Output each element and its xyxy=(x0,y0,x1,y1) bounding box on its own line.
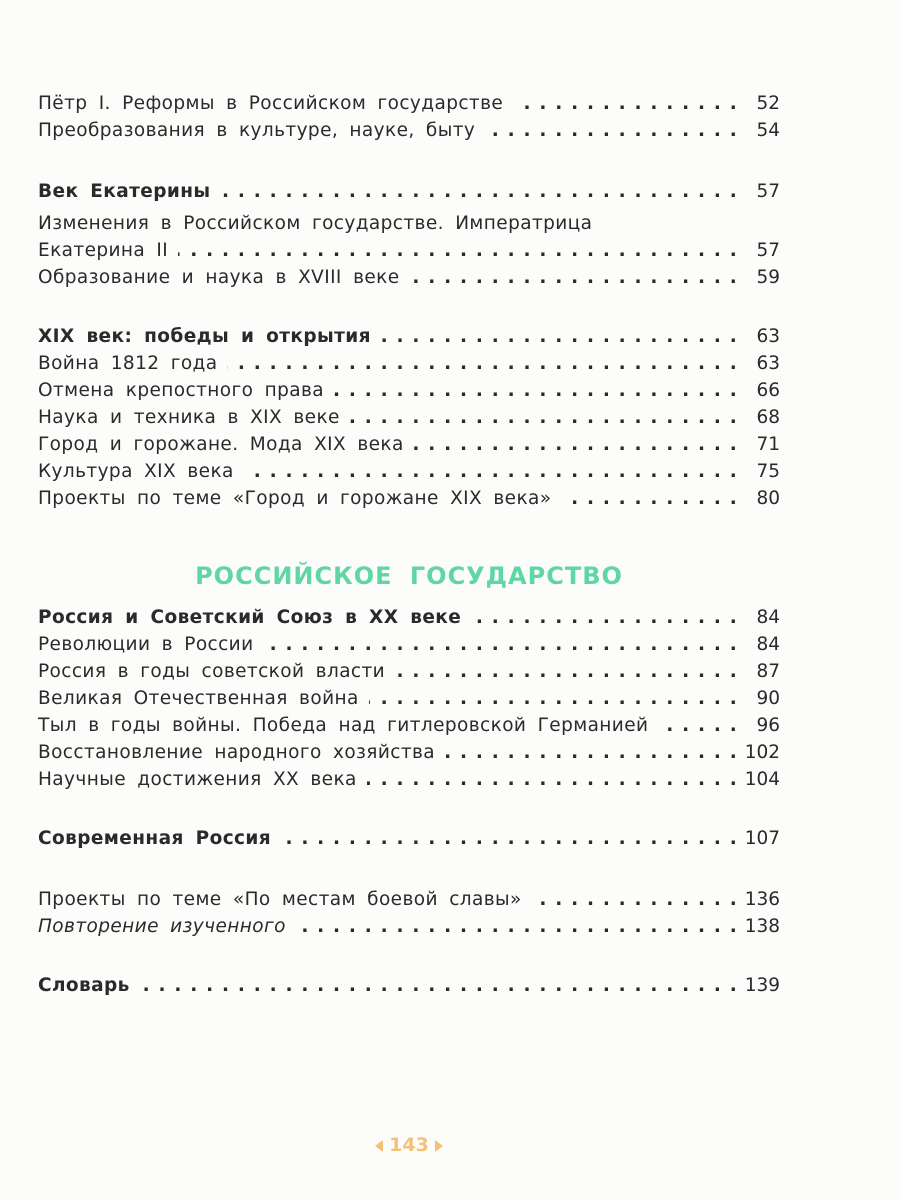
toc-entry-title: Век Екатерины xyxy=(38,181,211,202)
toc-entry[interactable] xyxy=(38,235,780,262)
page-number-footer xyxy=(0,1134,818,1156)
toc-entry-page: 75 xyxy=(756,461,780,482)
toc-entry-page: 52 xyxy=(756,93,780,114)
toc-section-heading[interactable] xyxy=(38,321,780,348)
dot-leader xyxy=(369,688,738,710)
dot-leader xyxy=(410,267,738,289)
dot-leader xyxy=(244,461,738,483)
toc-entry-page: 54 xyxy=(756,120,780,141)
arrow-right-icon xyxy=(435,1140,443,1152)
toc-entry-title: Революции в России xyxy=(38,634,254,655)
dot-leader xyxy=(561,488,738,510)
dot-leader xyxy=(281,828,738,850)
toc-entry-page: 84 xyxy=(756,607,780,628)
toc-entry[interactable] xyxy=(38,710,780,737)
toc-entry[interactable] xyxy=(38,764,780,791)
dot-leader xyxy=(350,407,738,429)
dot-leader xyxy=(140,975,738,997)
toc-entry-page: 104 xyxy=(744,769,780,790)
toc-entry-page: 57 xyxy=(756,181,780,202)
toc-entry-title: Проекты по теме «По местам боевой славы» xyxy=(38,889,522,910)
toc-entry[interactable] xyxy=(38,429,780,456)
toc-entry-page: 59 xyxy=(756,267,780,288)
toc-entry-title: Война 1812 года xyxy=(38,353,218,374)
dot-leader xyxy=(485,120,738,142)
table-of-contents xyxy=(38,88,780,997)
toc-entry-page: 107 xyxy=(744,828,780,849)
toc-entry-page: 138 xyxy=(744,916,780,937)
toc-entry-title: Россия и Советский Союз в XX веке xyxy=(38,607,462,628)
toc-entry-page: 96 xyxy=(756,715,780,736)
toc-entry[interactable] xyxy=(38,115,780,142)
toc-section-heading[interactable] xyxy=(38,823,780,850)
toc-entry-title: Екатерина II xyxy=(38,240,169,261)
toc-entry-page: 84 xyxy=(756,634,780,655)
toc-entry[interactable] xyxy=(38,737,780,764)
toc-entry-page: 139 xyxy=(744,975,780,996)
dot-leader xyxy=(296,916,738,938)
dot-leader xyxy=(513,93,738,115)
toc-entry-page: 102 xyxy=(744,742,780,763)
dot-leader xyxy=(445,742,738,764)
toc-entry-title: Тыл в годы войны. Победа над гитлеровской Германией xyxy=(38,715,649,736)
toc-entry-title: Словарь xyxy=(38,975,130,996)
dot-leader xyxy=(221,181,738,203)
toc-entry-title: Проекты по теме «Город и горожане XIX века» xyxy=(38,488,552,509)
dot-leader xyxy=(658,715,738,737)
toc-entry-title: Научные достижения XX века xyxy=(38,769,357,790)
toc-entry-title: Отмена крепостного права xyxy=(38,380,324,401)
dot-leader xyxy=(381,326,738,348)
toc-entry-title: Наука и техника в XIX веке xyxy=(38,407,340,428)
toc-entry-title: Культура XIX века xyxy=(38,461,234,482)
toc-entry-title: Россия в годы советской власти xyxy=(38,661,386,682)
dot-leader xyxy=(471,607,738,629)
toc-entry-page: 63 xyxy=(756,326,780,347)
dot-leader xyxy=(532,889,738,911)
dot-leader xyxy=(395,661,738,683)
toc-entry-page: 71 xyxy=(756,434,780,455)
section-title: РОССИЙСКОЕ ГОСУДАРСТВО xyxy=(195,562,623,590)
toc-entry[interactable] xyxy=(38,483,780,510)
toc-entry[interactable] xyxy=(38,375,780,402)
arrow-left-icon xyxy=(375,1140,383,1152)
toc-entry[interactable] xyxy=(38,456,780,483)
toc-entry-page: 66 xyxy=(756,380,780,401)
toc-entry-title: Пётр I. Реформы в Российском государстве xyxy=(38,93,504,114)
toc-entry-page: 80 xyxy=(756,488,780,509)
toc-entry-title: Великая Отечественная война xyxy=(38,688,359,709)
toc-entry-title: Восстановление народного хозяйства xyxy=(38,742,436,763)
toc-entry[interactable] xyxy=(38,884,780,911)
toc-entry-page: 68 xyxy=(756,407,780,428)
toc-entry[interactable] xyxy=(38,911,780,938)
toc-entry[interactable] xyxy=(38,203,780,235)
toc-section-heading[interactable] xyxy=(38,602,780,629)
dot-leader xyxy=(227,353,738,375)
toc-section-heading[interactable] xyxy=(38,970,780,997)
toc-entry[interactable] xyxy=(38,629,780,656)
toc-entry-title: Преобразования в культуре, науке, быту xyxy=(38,120,476,141)
toc-entry[interactable] xyxy=(38,262,780,289)
toc-entry-title: Город и горожане. Мода XIX века xyxy=(38,434,404,455)
toc-entry-page: 90 xyxy=(756,688,780,709)
toc-entry[interactable] xyxy=(38,348,780,375)
dot-leader xyxy=(178,240,738,262)
dot-leader xyxy=(367,769,738,791)
toc-entry-page: 136 xyxy=(744,889,780,910)
toc-entry-title: XIX век: победы и открытия xyxy=(38,326,371,347)
toc-entry-page: 57 xyxy=(756,240,780,261)
toc-entry-title: Изменения в Российском государстве. Императрица xyxy=(38,213,593,234)
dot-leader xyxy=(414,434,738,456)
toc-entry-title: Повторение изученного xyxy=(38,916,286,937)
toc-entry[interactable] xyxy=(38,402,780,429)
toc-entry-title: Образование и наука в XVIII веке xyxy=(38,267,400,288)
dot-leader xyxy=(264,634,738,656)
toc-section-heading[interactable] xyxy=(38,176,780,203)
toc-entry-page: 63 xyxy=(756,353,780,374)
page-number: 143 xyxy=(389,1134,429,1156)
toc-entry[interactable] xyxy=(38,683,780,710)
toc-entry[interactable] xyxy=(38,656,780,683)
dot-leader xyxy=(334,380,738,402)
toc-entry-page: 87 xyxy=(756,661,780,682)
toc-entry[interactable] xyxy=(38,88,780,115)
toc-entry-title: Современная Россия xyxy=(38,828,272,849)
